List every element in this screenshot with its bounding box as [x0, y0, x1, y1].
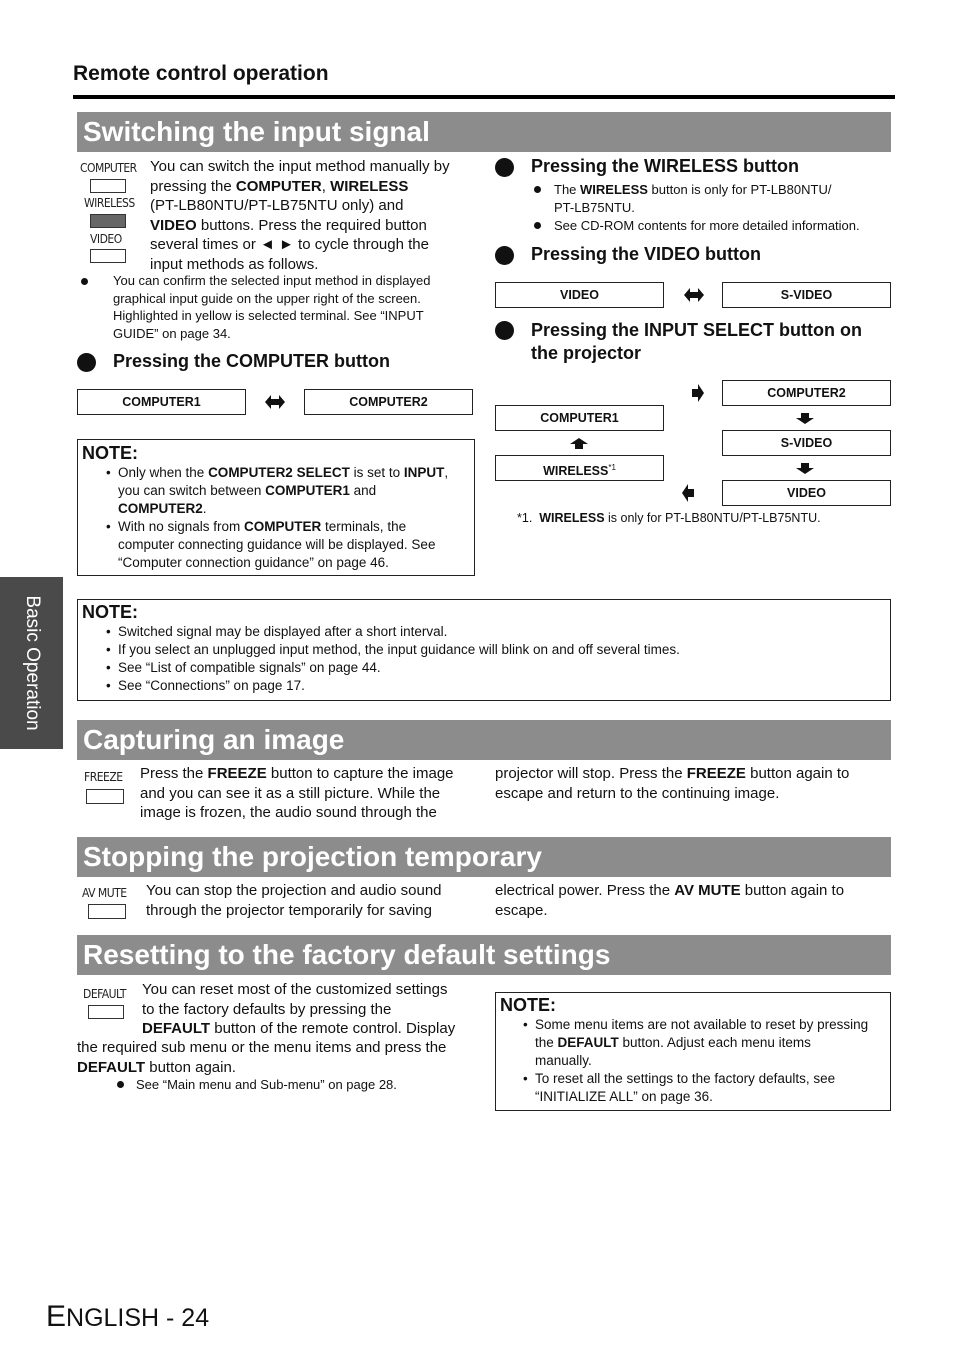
note-item: • See “List of compatible signals” on page 44. — [104, 659, 886, 677]
default-button-icon — [88, 1005, 124, 1019]
capturing-text-right: projector will stop. Press the FREEZE button again to escape and return to the continuing image. — [495, 765, 850, 802]
bullet-icon — [81, 278, 88, 285]
section-bullet-icon — [495, 158, 514, 177]
footnote-wireless: *1. WIRELESS is only for PT-LB80NTU/PT-LB75NTU. — [517, 511, 821, 525]
note-item: • If you select an unplugged input method, the input guidance will blink on and off several times. — [104, 641, 886, 659]
computer-button-icon-label: COMPUTER — [80, 161, 137, 175]
heading-wireless-button: Pressing the WIRELESS button — [531, 156, 800, 176]
flow-box-computer1: COMPUTER1 — [77, 389, 246, 415]
wireless-note: The WIRELESS button is only for PT-LB80NTU/ PT-LB75NTU. — [554, 182, 832, 215]
stopping-text-right: electrical power. Press the AV MUTE button again to escape. — [495, 882, 845, 919]
section-title-switching: Switching the input signal — [77, 112, 891, 152]
section-bullet-icon — [77, 353, 96, 372]
cycle-box-computer2: COMPUTER2 — [722, 380, 891, 406]
wireless-button-icon-label: WIRELESS — [84, 196, 135, 210]
note-box-computer — [77, 439, 475, 576]
flow-box-video: VIDEO — [495, 282, 664, 308]
heading-input-select: Pressing the INPUT SELECT button on the projector — [531, 320, 863, 363]
note-title: NOTE: — [500, 995, 556, 1015]
note-item: • Some menu items are not available to reset by pressing the DEFAULT button. Adjust each menu items manually. — [521, 1016, 886, 1070]
note-title: NOTE: — [82, 602, 138, 622]
section-title-stopping: Stopping the projection temporary — [77, 837, 891, 877]
arrow-down-icon — [796, 463, 814, 474]
av-mute-button-icon — [88, 904, 126, 919]
switching-intro: You can switch the input method manually by pressing the COMPUTER, WIRELESS (PT-LB80NTU/PT-LB75NTU only) and VIDEO buttons. Press the required button several times or ◄ ► to cycle through the input methods as follows. — [150, 158, 450, 273]
resetting-text-bottom: the required sub menu or the menu items and press the DEFAULT button again. — [77, 1039, 447, 1076]
side-tab — [0, 577, 63, 749]
section-title-resetting: Resetting to the factory default settings — [77, 935, 891, 975]
note-item: • With no signals from COMPUTER terminals, the computer connecting guidance will be displayed. See “Computer connection guidance” on page 46. — [104, 518, 470, 572]
running-header: Remote control operation — [73, 62, 329, 85]
side-tab-label: Basic Operation — [21, 595, 43, 731]
note-item: • To reset all the settings to the factory defaults, see “INITIALIZE ALL” on page 36. — [521, 1070, 886, 1106]
note-list — [104, 464, 470, 572]
stopping-text-left: You can stop the projection and audio sound through the projector temporarily for saving — [146, 882, 442, 919]
cycle-box-computer1: COMPUTER1 — [495, 405, 664, 431]
cdrom-note: See CD-ROM contents for more detailed information. — [554, 218, 860, 233]
note-list — [521, 1016, 886, 1106]
note-item: • Only when the COMPUTER2 SELECT is set to INPUT, you can switch between COMPUTER1 and COMPUTER2. — [104, 464, 470, 518]
arrow-down-icon — [796, 413, 814, 424]
video-button-icon-label: VIDEO — [90, 232, 122, 246]
bullet-icon — [534, 222, 541, 229]
double-arrow-icon — [265, 393, 285, 411]
section-bullet-icon — [495, 321, 514, 340]
cycle-box-s-video: S-VIDEO — [722, 430, 891, 456]
note-box-general — [77, 599, 891, 701]
note-title: NOTE: — [82, 443, 138, 463]
note-list — [104, 623, 886, 695]
bullet-icon — [117, 1081, 124, 1088]
menu-reference: See “Main menu and Sub-menu” on page 28. — [136, 1077, 397, 1092]
default-button-icon-label: DEFAULT — [83, 987, 126, 1001]
note-box-reset — [495, 992, 891, 1111]
wireless-button-icon — [90, 214, 126, 228]
computer-button-icon — [90, 179, 126, 193]
resetting-text-top: You can reset most of the customized settings to the factory defaults by pressing the DEFAULT button of the remote control. Display — [142, 981, 456, 1037]
arrow-left-icon — [682, 484, 694, 502]
heading-video-button: Pressing the VIDEO button — [531, 244, 762, 264]
flow-box-s-video: S-VIDEO — [722, 282, 891, 308]
page-footer: ENGLISH - 24 — [46, 1300, 210, 1333]
note-item: • See “Connections” on page 17. — [104, 677, 886, 695]
section-title-capturing: Capturing an image — [77, 720, 891, 760]
freeze-button-icon-label: FREEZE — [84, 770, 123, 784]
heading-computer-button: Pressing the COMPUTER button — [113, 351, 391, 371]
arrow-up-icon — [570, 438, 588, 449]
flow-box-computer2: COMPUTER2 — [304, 389, 473, 415]
capturing-text-left: Press the FREEZE button to capture the image and you can see it as a still picture. While the image is frozen, the audio sound through the — [140, 765, 454, 821]
cycle-box-wireless: WIRELESS$^{*1}$ — [495, 455, 664, 481]
bullet-icon — [534, 186, 541, 193]
arrow-right-icon — [692, 384, 704, 402]
cycle-box-video: VIDEO — [722, 480, 891, 506]
input-guide-note: You can confirm the selected input method in displayed graphical input guide on the upper right of the screen. Highlighted in yellow is selected terminal. See “INPUT GUIDE” on page 34. — [113, 273, 431, 341]
video-button-icon — [90, 249, 126, 263]
note-item: • Switched signal may be displayed after a short interval. — [104, 623, 886, 641]
double-arrow-icon — [684, 286, 704, 304]
av-mute-button-icon-label: AV MUTE — [82, 886, 127, 900]
header-rule — [73, 95, 895, 99]
section-bullet-icon — [495, 246, 514, 265]
freeze-button-icon — [86, 789, 124, 804]
